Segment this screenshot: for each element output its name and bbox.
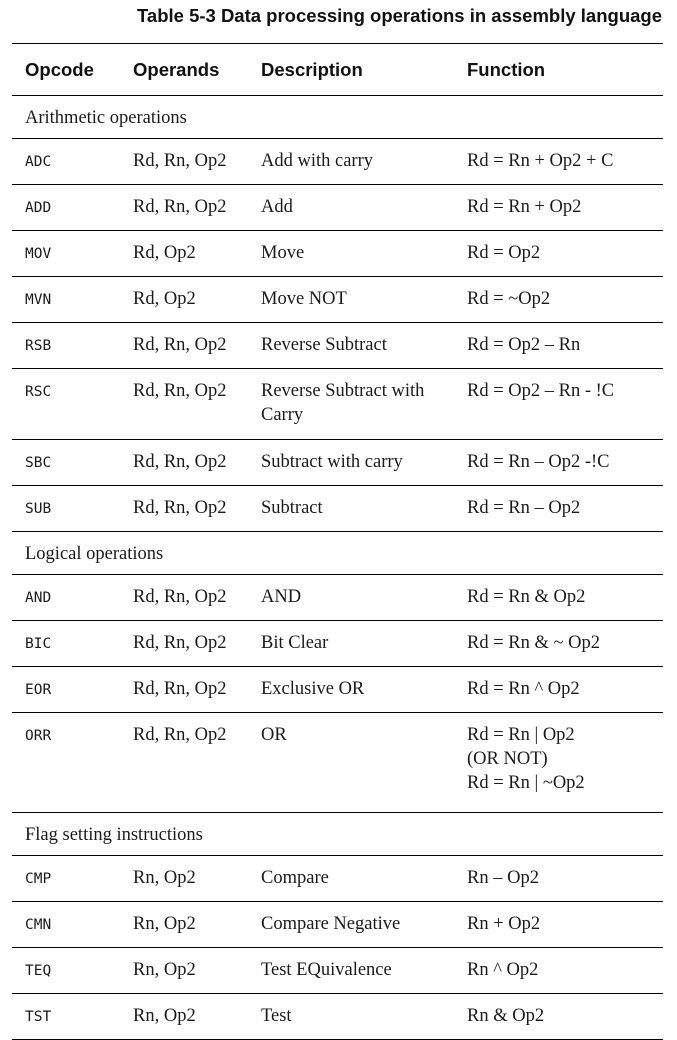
function-line: Rd = Op2 xyxy=(467,243,541,263)
operands-cell: Rd, Rn, Op2 xyxy=(120,323,248,369)
operands-cell: Rd, Rn, Op2 xyxy=(120,667,248,713)
function-line: Rd = Rn ^ Op2 xyxy=(467,679,580,699)
table-row xyxy=(12,713,663,813)
function-line: Rd = Rn – Op2 xyxy=(467,498,581,518)
function-cell xyxy=(454,486,663,532)
opcode-cell: CMP xyxy=(12,856,120,902)
function-line: Rd = Op2 – Rn - !C xyxy=(467,381,615,401)
operands-cell: Rn, Op2 xyxy=(120,902,248,948)
table-row xyxy=(12,575,663,621)
table-row xyxy=(12,621,663,667)
opcode-cell: MOV xyxy=(12,231,120,277)
function-line: Rd = Op2 – Rn xyxy=(467,335,581,355)
function-line: Rd = Rn & ~ Op2 xyxy=(467,633,600,653)
function-cell xyxy=(454,369,663,440)
description-cell: Reverse Subtract xyxy=(248,323,454,369)
description-cell: Reverse Subtract with Carry xyxy=(248,369,454,440)
function-line: (OR NOT) xyxy=(467,749,548,769)
operands-cell: Rd, Op2 xyxy=(120,277,248,323)
function-line: Rd = Rn | Op2 xyxy=(467,725,575,745)
opcode-cell: TST xyxy=(12,994,120,1040)
description-cell: Subtract with carry xyxy=(248,440,454,486)
table-body xyxy=(12,96,663,1040)
table-row xyxy=(12,902,663,948)
opcode-cell: RSC xyxy=(12,369,120,440)
function-line: Rn + Op2 xyxy=(467,914,541,934)
opcode-cell: AND xyxy=(12,575,120,621)
data-processing-table xyxy=(12,43,663,1040)
table-row xyxy=(12,139,663,185)
function-line: Rd = Rn & Op2 xyxy=(467,587,586,607)
function-line: Rn ^ Op2 xyxy=(467,960,539,980)
opcode-cell: SUB xyxy=(12,486,120,532)
table-row xyxy=(12,231,663,277)
opcode-cell: SBC xyxy=(12,440,120,486)
description-cell: AND xyxy=(248,575,454,621)
table-row xyxy=(12,948,663,994)
description-cell: Compare Negative xyxy=(248,902,454,948)
opcode-cell: MVN xyxy=(12,277,120,323)
function-cell xyxy=(454,902,663,948)
function-line: Rn – Op2 xyxy=(467,868,539,888)
opcode-cell: EOR xyxy=(12,667,120,713)
description-cell: Compare xyxy=(248,856,454,902)
function-line: Rd = Rn | ~Op2 xyxy=(467,773,585,793)
function-cell xyxy=(454,185,663,231)
operands-cell: Rn, Op2 xyxy=(120,948,248,994)
operands-cell: Rd, Rn, Op2 xyxy=(120,713,248,813)
opcode-cell: ORR xyxy=(12,713,120,813)
section-row xyxy=(12,96,663,139)
function-cell xyxy=(454,621,663,667)
operands-cell: Rd, Rn, Op2 xyxy=(120,486,248,532)
table-row xyxy=(12,323,663,369)
operands-cell: Rd, Rn, Op2 xyxy=(120,139,248,185)
function-cell xyxy=(454,713,663,813)
table-row xyxy=(12,486,663,532)
header-opcode: Opcode xyxy=(12,44,120,96)
opcode-cell: BIC xyxy=(12,621,120,667)
function-line: Rd = Rn + Op2 xyxy=(467,197,582,217)
opcode-cell: TEQ xyxy=(12,948,120,994)
description-cell: Test xyxy=(248,994,454,1040)
header-row xyxy=(12,44,663,96)
table-row xyxy=(12,440,663,486)
operands-cell: Rd, Op2 xyxy=(120,231,248,277)
function-cell xyxy=(454,856,663,902)
function-cell xyxy=(454,667,663,713)
function-cell xyxy=(454,139,663,185)
operands-cell: Rd, Rn, Op2 xyxy=(120,185,248,231)
function-line: Rd = Rn – Op2 -!C xyxy=(467,452,610,472)
function-line: Rd = ~Op2 xyxy=(467,289,551,309)
description-cell: OR xyxy=(248,713,454,813)
table-row xyxy=(12,667,663,713)
table-row xyxy=(12,856,663,902)
description-cell: Move NOT xyxy=(248,277,454,323)
function-line: Rd = Rn + Op2 + C xyxy=(467,151,614,171)
opcode-cell: ADD xyxy=(12,185,120,231)
section-label: Logical operations xyxy=(12,532,663,575)
function-cell xyxy=(454,277,663,323)
opcode-cell: ADC xyxy=(12,139,120,185)
function-cell xyxy=(454,575,663,621)
section-row xyxy=(12,532,663,575)
function-cell xyxy=(454,440,663,486)
description-cell: Move xyxy=(248,231,454,277)
function-cell xyxy=(454,323,663,369)
description-cell: Exclusive OR xyxy=(248,667,454,713)
table-row xyxy=(12,369,663,440)
header-description: Description xyxy=(248,44,454,96)
function-cell xyxy=(454,231,663,277)
section-label: Arithmetic operations xyxy=(12,96,663,139)
operands-cell: Rd, Rn, Op2 xyxy=(120,440,248,486)
function-cell xyxy=(454,994,663,1040)
table-row xyxy=(12,277,663,323)
operands-cell: Rd, Rn, Op2 xyxy=(120,621,248,667)
section-label: Flag setting instructions xyxy=(12,813,663,856)
opcode-cell: RSB xyxy=(12,323,120,369)
function-cell xyxy=(454,948,663,994)
operands-cell: Rd, Rn, Op2 xyxy=(120,575,248,621)
header-operands: Operands xyxy=(120,44,248,96)
table-row xyxy=(12,994,663,1040)
opcode-cell: CMN xyxy=(12,902,120,948)
description-cell: Subtract xyxy=(248,486,454,532)
header-function: Function xyxy=(454,44,663,96)
description-cell: Add xyxy=(248,185,454,231)
table-title: Table 5-3 Data processing operations in assembly language xyxy=(136,5,662,26)
table-row xyxy=(12,185,663,231)
operands-cell: Rd, Rn, Op2 xyxy=(120,369,248,440)
operands-cell: Rn, Op2 xyxy=(120,856,248,902)
function-line: Rn & Op2 xyxy=(467,1006,545,1026)
description-cell: Add with carry xyxy=(248,139,454,185)
description-cell: Bit Clear xyxy=(248,621,454,667)
operands-cell: Rn, Op2 xyxy=(120,994,248,1040)
section-row xyxy=(12,813,663,856)
description-cell: Test EQuivalence xyxy=(248,948,454,994)
